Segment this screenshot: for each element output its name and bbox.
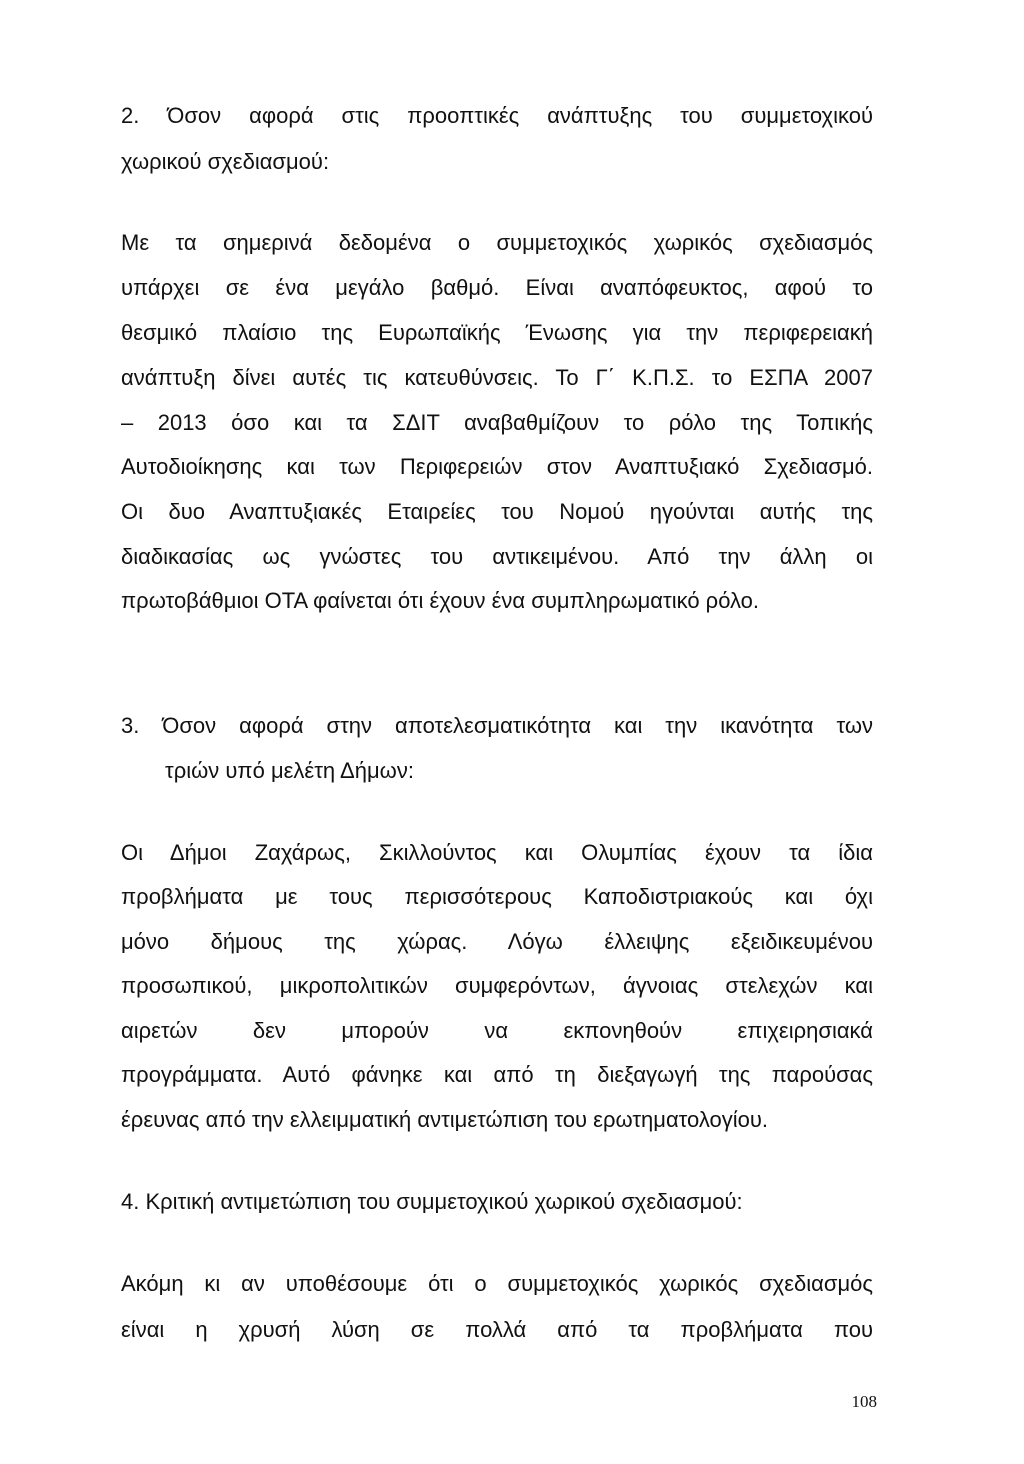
section-3-heading-line-1: 3. Όσον αφορά στην αποτελεσματικότητα και την ικανότητα των <box>121 713 873 738</box>
section-2-heading-line-1: 2. Όσον αφορά στις προοπτικές ανάπτυξης του συμμετοχικού <box>121 103 873 128</box>
paragraph-line: διαδικασίας ως γνώστες του αντικειμένου. Από την άλλη οι <box>121 544 873 569</box>
paragraph-line: θεσμικό πλαίσιο της Ευρωπαϊκής Ένωσης για την περιφερειακή <box>121 320 873 345</box>
section-2-heading-line-2: χωρικού σχεδιασμού: <box>121 149 330 174</box>
paragraph-line: – 2013 όσο και τα ΣΔΙΤ αναβαθμίζουν το ρόλο της Τοπικής <box>121 410 873 435</box>
section-3-heading-line-2: τριών υπό μελέτη Δήμων: <box>165 758 414 783</box>
paragraph-line: αιρετών δεν μπορούν να εκπονηθούν επιχειρησιακά <box>121 1018 873 1043</box>
paragraph-line: υπάρχει σε ένα μεγάλο βαθμό. Είναι αναπόφευκτος, αφού το <box>121 275 873 300</box>
paragraph-line: προγράμματα. Αυτό φάνηκε και από τη διεξαγωγή της παρούσας <box>121 1062 873 1087</box>
paragraph-line: Οι δυο Αναπτυξιακές Εταιρείες του Νομού ηγούνται αυτής της <box>121 499 873 524</box>
paragraph-line: έρευνας από την ελλειμματική αντιμετώπιση του ερωτηματολογίου. <box>121 1107 769 1132</box>
paragraph-line: ανάπτυξη δίνει αυτές τις κατευθύνσεις. Το Γ΄ Κ.Π.Σ. το ΕΣΠΑ 2007 <box>121 365 873 390</box>
paragraph-line: προσωπικού, μικροπολιτικών συμφερόντων, άγνοιας στελεχών και <box>121 973 873 998</box>
paragraph-line: μόνο δήμους της χώρας. Λόγω έλλειψης εξειδικευμένου <box>121 929 873 954</box>
paragraph-line: Ακόμη κι αν υποθέσουμε ότι ο συμμετοχικός χωρικός σχεδιασμός <box>121 1271 873 1296</box>
paragraph-line: είναι η χρυσή λύση σε πολλά από τα προβλήματα που <box>121 1317 873 1342</box>
paragraph-line: προβλήματα με τους περισσότερους Καποδιστριακούς και όχι <box>121 884 873 909</box>
page-number: 108 <box>851 1392 877 1411</box>
paragraph-line: Με τα σημερινά δεδομένα ο συμμετοχικός χωρικός σχεδιασμός <box>121 230 873 255</box>
section-4-heading: 4. Κριτική αντιμετώπιση του συμμετοχικού χωρικού σχεδιασμού: <box>121 1189 743 1214</box>
paragraph-line: Οι Δήμοι Ζαχάρως, Σκιλλούντος και Ολυμπίας έχουν τα ίδια <box>121 840 873 865</box>
paragraph-line: Αυτοδιοίκησης και των Περιφερειών στον Αναπτυξιακό Σχεδιασμό. <box>121 454 873 479</box>
paragraph-line: πρωτοβάθμιοι ΟΤΑ φαίνεται ότι έχουν ένα συμπληρωματικό ρόλο. <box>121 588 760 613</box>
